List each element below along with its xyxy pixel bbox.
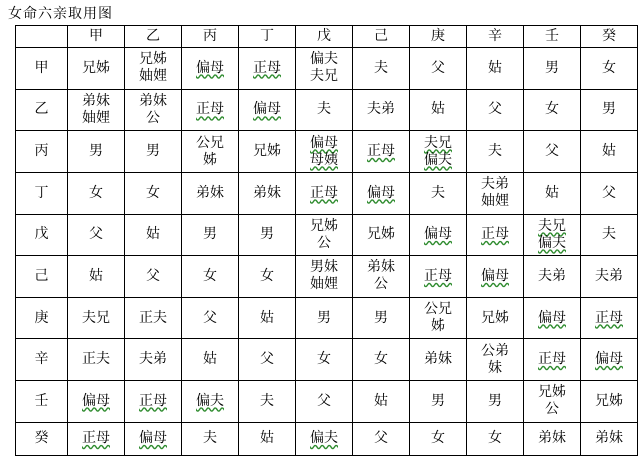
column-header: 丙 bbox=[182, 26, 239, 48]
corner-cell bbox=[16, 26, 68, 48]
table-cell bbox=[239, 381, 296, 423]
row-header: 乙 bbox=[16, 89, 68, 131]
cell-text: 正母 bbox=[196, 101, 224, 118]
row-header: 丁 bbox=[16, 172, 68, 214]
table-cell bbox=[68, 89, 125, 131]
table-cell bbox=[296, 172, 353, 214]
cell-text: 正母 bbox=[310, 184, 338, 201]
table-cell bbox=[68, 131, 125, 173]
cell-text: 夫 bbox=[488, 143, 502, 160]
table-cell bbox=[410, 172, 467, 214]
table-cell bbox=[182, 131, 239, 173]
cell-text: 偏母 bbox=[253, 101, 281, 118]
cell-text: 姑 bbox=[260, 430, 274, 447]
cell-text: 男 bbox=[89, 143, 103, 160]
cell-text: 正母 bbox=[424, 267, 452, 284]
cell-text: 女 bbox=[602, 59, 616, 76]
cell-text: 公弟 妹 bbox=[481, 342, 509, 376]
table-cell bbox=[239, 214, 296, 256]
table-cell bbox=[182, 256, 239, 298]
cell-text: 夫弟 bbox=[538, 267, 566, 284]
cell-text: 兄姊 bbox=[481, 309, 509, 326]
cell-text: 父 bbox=[146, 267, 160, 284]
table-cell bbox=[467, 89, 524, 131]
table-cell bbox=[581, 48, 638, 90]
table-cell bbox=[353, 297, 410, 339]
cell-text: 男 bbox=[317, 309, 331, 326]
table-cell bbox=[353, 422, 410, 455]
table-cell bbox=[239, 48, 296, 90]
table-cell bbox=[524, 214, 581, 256]
cell-text: 弟妹 bbox=[253, 184, 281, 201]
cell-text: 父 bbox=[317, 392, 331, 409]
cell-text: 偏夫 bbox=[196, 392, 224, 409]
table-cell bbox=[182, 422, 239, 455]
table-cell bbox=[467, 48, 524, 90]
cell-text: 女 bbox=[146, 184, 160, 201]
cell-text: 男 bbox=[431, 392, 445, 409]
table-cell bbox=[239, 422, 296, 455]
cell-text: 夫弟 bbox=[367, 101, 395, 118]
cell-text: 男妹 妯娌 bbox=[310, 259, 338, 293]
table-cell bbox=[296, 214, 353, 256]
column-header: 乙 bbox=[125, 26, 182, 48]
table-cell bbox=[524, 131, 581, 173]
row-header: 甲 bbox=[16, 48, 68, 90]
cell-text: 女 bbox=[374, 351, 388, 368]
cell-text: 姑 bbox=[602, 143, 616, 160]
table-cell bbox=[524, 256, 581, 298]
cell-text: 公兄 姊 bbox=[196, 134, 224, 168]
column-header: 甲 bbox=[68, 26, 125, 48]
cell-text: 偏母 母姨 bbox=[310, 134, 338, 168]
table-row bbox=[16, 214, 638, 256]
table-cell bbox=[239, 89, 296, 131]
header-row bbox=[16, 26, 638, 48]
cell-text: 姑 bbox=[89, 267, 103, 284]
cell-text: 兄姊 妯娌 bbox=[139, 51, 167, 85]
table-cell bbox=[410, 256, 467, 298]
cell-text: 兄姊 bbox=[82, 59, 110, 76]
table-title: 女命六亲取用图 bbox=[8, 6, 113, 22]
table-cell bbox=[125, 131, 182, 173]
cell-text: 正母 bbox=[139, 392, 167, 409]
table-cell bbox=[581, 131, 638, 173]
cell-text: 夫 bbox=[260, 392, 274, 409]
table-cell bbox=[467, 131, 524, 173]
cell-text: 夫 bbox=[602, 226, 616, 243]
table-cell bbox=[182, 214, 239, 256]
table-cell bbox=[524, 172, 581, 214]
cell-text: 兄姊 公 bbox=[538, 384, 566, 418]
table-cell bbox=[410, 89, 467, 131]
cell-text: 女 bbox=[203, 267, 217, 284]
row-header: 戊 bbox=[16, 214, 68, 256]
table-cell bbox=[581, 89, 638, 131]
cell-text: 偏母 bbox=[139, 430, 167, 447]
cell-text: 姑 bbox=[431, 101, 445, 118]
table-row bbox=[16, 297, 638, 339]
table-cell bbox=[239, 297, 296, 339]
table-cell bbox=[68, 297, 125, 339]
row-header: 壬 bbox=[16, 381, 68, 423]
row-header: 己 bbox=[16, 256, 68, 298]
table-row bbox=[16, 256, 638, 298]
table-cell bbox=[353, 214, 410, 256]
cell-text: 偏母 bbox=[424, 226, 452, 243]
table-cell bbox=[581, 297, 638, 339]
table-row bbox=[16, 422, 638, 455]
table-cell bbox=[581, 339, 638, 381]
cell-text: 男 bbox=[488, 392, 502, 409]
table-cell bbox=[182, 89, 239, 131]
table-cell bbox=[182, 172, 239, 214]
table-cell bbox=[410, 131, 467, 173]
table-cell bbox=[296, 89, 353, 131]
cell-text: 男 bbox=[602, 101, 616, 118]
table-cell bbox=[581, 422, 638, 455]
cell-text: 男 bbox=[260, 226, 274, 243]
cell-text: 男 bbox=[545, 59, 559, 76]
cell-text: 偏母 bbox=[481, 267, 509, 284]
table-cell bbox=[182, 381, 239, 423]
cell-text: 兄姊 bbox=[595, 392, 623, 409]
table-cell bbox=[125, 172, 182, 214]
column-header: 壬 bbox=[524, 26, 581, 48]
cell-text: 父 bbox=[602, 184, 616, 201]
cell-text: 正夫 bbox=[139, 309, 167, 326]
cell-text: 夫弟 bbox=[139, 351, 167, 368]
cell-text: 女 bbox=[545, 101, 559, 118]
table-cell bbox=[239, 131, 296, 173]
column-header: 辛 bbox=[467, 26, 524, 48]
cell-text: 父 bbox=[203, 309, 217, 326]
cell-text: 女 bbox=[317, 351, 331, 368]
table-cell bbox=[125, 422, 182, 455]
table-cell bbox=[581, 214, 638, 256]
cell-text: 正母 bbox=[367, 143, 395, 160]
table-cell bbox=[296, 256, 353, 298]
cell-text: 夫 bbox=[374, 59, 388, 76]
table-row bbox=[16, 48, 638, 90]
table-row bbox=[16, 381, 638, 423]
cell-text: 偏母 bbox=[367, 184, 395, 201]
cell-text: 弟妹 公 bbox=[367, 259, 395, 293]
cell-text: 夫弟 妯娌 bbox=[481, 176, 509, 210]
cell-text: 夫兄 偏夫 bbox=[424, 134, 452, 168]
row-header: 癸 bbox=[16, 422, 68, 455]
table-cell bbox=[524, 297, 581, 339]
table-row bbox=[16, 131, 638, 173]
table-cell bbox=[524, 339, 581, 381]
table-row bbox=[16, 89, 638, 131]
row-header: 丙 bbox=[16, 131, 68, 173]
cell-text: 女 bbox=[488, 430, 502, 447]
table-cell bbox=[182, 297, 239, 339]
table-cell bbox=[182, 339, 239, 381]
table-cell bbox=[239, 172, 296, 214]
cell-text: 正母 bbox=[538, 351, 566, 368]
table-cell bbox=[239, 256, 296, 298]
cell-text: 父 bbox=[374, 430, 388, 447]
cell-text: 姑 bbox=[374, 392, 388, 409]
table-cell bbox=[524, 89, 581, 131]
cell-text: 偏母 bbox=[196, 59, 224, 76]
table-cell bbox=[353, 89, 410, 131]
cell-text: 女 bbox=[89, 184, 103, 201]
cell-text: 兄姊 bbox=[253, 143, 281, 160]
table-cell bbox=[353, 256, 410, 298]
cell-text: 正夫 bbox=[82, 351, 110, 368]
table-cell bbox=[68, 48, 125, 90]
table-cell bbox=[296, 339, 353, 381]
table-cell bbox=[467, 381, 524, 423]
column-header: 癸 bbox=[581, 26, 638, 48]
table-cell bbox=[524, 422, 581, 455]
table-cell bbox=[353, 172, 410, 214]
table-row bbox=[16, 172, 638, 214]
cell-text: 姑 bbox=[488, 59, 502, 76]
cell-text: 父 bbox=[260, 351, 274, 368]
table-cell bbox=[296, 48, 353, 90]
table-cell bbox=[410, 422, 467, 455]
table-cell bbox=[68, 214, 125, 256]
table-cell bbox=[125, 256, 182, 298]
cell-text: 偏母 bbox=[538, 309, 566, 326]
cell-text: 弟妹 bbox=[595, 430, 623, 447]
table-cell bbox=[353, 339, 410, 381]
cell-text: 姑 bbox=[545, 184, 559, 201]
table-cell bbox=[467, 297, 524, 339]
table-cell bbox=[467, 339, 524, 381]
cell-text: 正母 bbox=[82, 430, 110, 447]
cell-text: 夫 bbox=[203, 430, 217, 447]
cell-text: 夫 bbox=[431, 184, 445, 201]
cell-text: 弟妹 bbox=[424, 351, 452, 368]
cell-text: 姑 bbox=[260, 309, 274, 326]
cell-text: 兄姊 bbox=[367, 226, 395, 243]
cell-text: 弟妹 公 bbox=[139, 92, 167, 126]
table-cell bbox=[467, 172, 524, 214]
cell-text: 男 bbox=[203, 226, 217, 243]
table-cell bbox=[239, 339, 296, 381]
table-cell bbox=[125, 214, 182, 256]
cell-text: 公兄 姊 bbox=[424, 301, 452, 335]
column-header: 己 bbox=[353, 26, 410, 48]
column-header: 庚 bbox=[410, 26, 467, 48]
cell-text: 正母 bbox=[595, 309, 623, 326]
cell-text: 父 bbox=[89, 226, 103, 243]
table-cell bbox=[524, 381, 581, 423]
table-cell bbox=[68, 172, 125, 214]
cell-text: 正母 bbox=[481, 226, 509, 243]
table-cell bbox=[68, 422, 125, 455]
table-cell bbox=[467, 422, 524, 455]
cell-text: 男 bbox=[146, 143, 160, 160]
table-cell bbox=[68, 256, 125, 298]
table-cell bbox=[353, 381, 410, 423]
cell-text: 偏母 bbox=[595, 351, 623, 368]
table-cell bbox=[524, 48, 581, 90]
cell-text: 父 bbox=[545, 143, 559, 160]
table-cell bbox=[581, 256, 638, 298]
table-cell bbox=[353, 48, 410, 90]
row-header: 庚 bbox=[16, 297, 68, 339]
table-cell bbox=[125, 381, 182, 423]
cell-text: 夫弟 bbox=[595, 267, 623, 284]
table-cell bbox=[125, 297, 182, 339]
cell-text: 夫兄 偏夫 bbox=[538, 217, 566, 251]
cell-text: 男 bbox=[374, 309, 388, 326]
table-cell bbox=[410, 214, 467, 256]
table-cell bbox=[353, 131, 410, 173]
cell-text: 正母 bbox=[253, 59, 281, 76]
table-row bbox=[16, 339, 638, 381]
row-header: 辛 bbox=[16, 339, 68, 381]
table-cell bbox=[410, 381, 467, 423]
cell-text: 姑 bbox=[146, 226, 160, 243]
cell-text: 弟妹 bbox=[196, 184, 224, 201]
table-cell bbox=[68, 339, 125, 381]
cell-text: 父 bbox=[488, 101, 502, 118]
cell-text: 女 bbox=[431, 430, 445, 447]
table-cell bbox=[410, 339, 467, 381]
cell-text: 偏夫 夫兄 bbox=[310, 51, 338, 85]
cell-text: 父 bbox=[431, 59, 445, 76]
table-cell bbox=[467, 214, 524, 256]
cell-text: 夫兄 bbox=[82, 309, 110, 326]
table-cell bbox=[467, 256, 524, 298]
table-cell bbox=[125, 339, 182, 381]
table-cell bbox=[410, 297, 467, 339]
table-cell bbox=[296, 131, 353, 173]
cell-text: 兄姊 公 bbox=[310, 217, 338, 251]
table-cell bbox=[182, 48, 239, 90]
cell-text: 夫 bbox=[317, 101, 331, 118]
six-relatives-table bbox=[15, 25, 638, 456]
cell-text: 弟妹 bbox=[538, 430, 566, 447]
cell-text: 偏母 bbox=[82, 392, 110, 409]
table-cell bbox=[125, 48, 182, 90]
cell-text: 偏夫 bbox=[310, 430, 338, 447]
cell-text: 姑 bbox=[203, 351, 217, 368]
table-cell bbox=[581, 381, 638, 423]
table-cell bbox=[296, 297, 353, 339]
table-cell bbox=[68, 381, 125, 423]
column-header: 戊 bbox=[296, 26, 353, 48]
table-cell bbox=[581, 172, 638, 214]
table-cell bbox=[410, 48, 467, 90]
table-cell bbox=[296, 381, 353, 423]
column-header: 丁 bbox=[239, 26, 296, 48]
table-cell bbox=[296, 422, 353, 455]
cell-text: 女 bbox=[260, 267, 274, 284]
cell-text: 弟妹 妯娌 bbox=[82, 92, 110, 126]
table-cell bbox=[125, 89, 182, 131]
